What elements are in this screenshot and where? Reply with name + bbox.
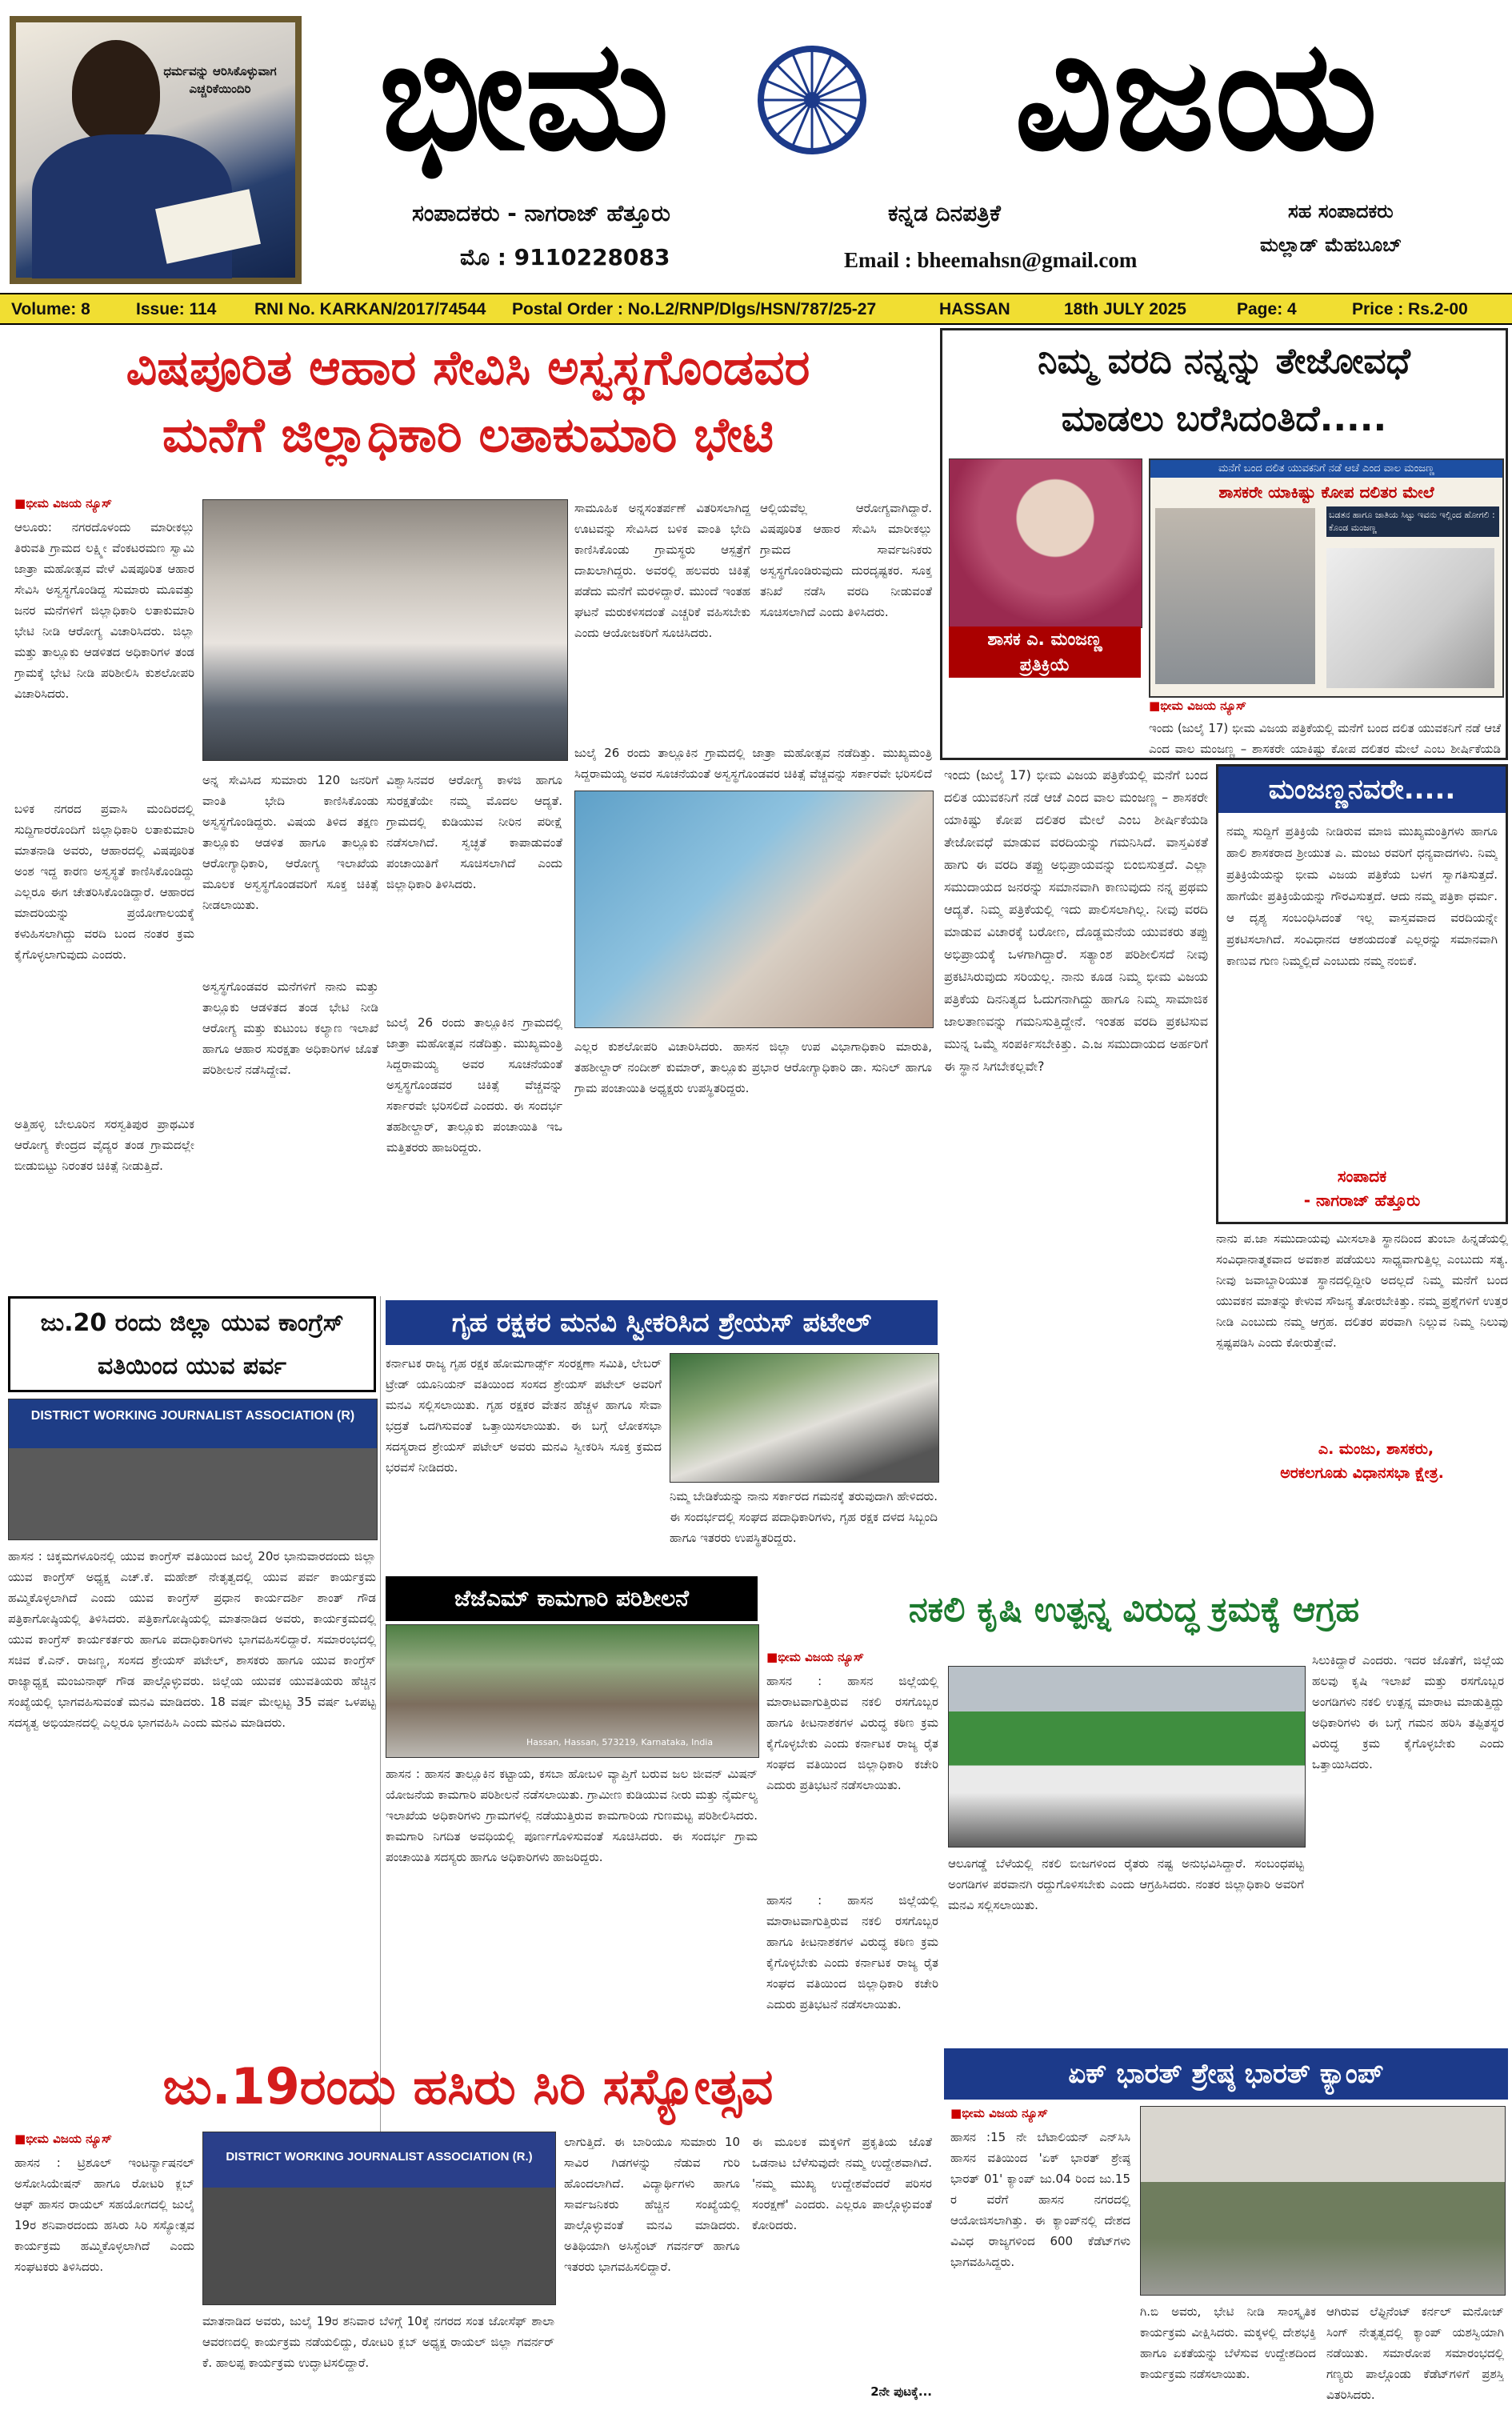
hasiru-col2: ಮಾತನಾಡಿದ ಅವರು, ಜುಲೈ 19ರ ಶನಿವಾರ ಬೆಳಿಗ್ಗೆ 10ಕ್ಕೆ ನಗರದ ಸಂತ ಜೋಸೆಫ್ ಶಾಲಾ ಆವರಣದಲ್ಲಿ ಕಾರ್ಯಕ್ರಮ ನಡೆಯಲಿದ್ದು, ರೋಟರಿ ಕ್ಲಬ್ ಅಧ್ಯಕ್ಷ ರಾಯಲ್ ಜಿಲ್ಲಾ ಗವರ್ನರ್ ಕೆ. ಹಾಲಪ್ಪ ಕಾರ್ಯಕ್ರಮ ಉದ್ಘಾಟಿಸಲಿದ್ದಾರೆ.: [202, 2314, 554, 2370]
hasiru-col3: ಲಾಗುತ್ತಿದೆ. ಈ ಬಾರಿಯೂ ಸುಮಾರು 10 ಸಾವಿರ ಗಿಡಗಳನ್ನು ನೆಡುವ ಗುರಿ ಹೊಂದಲಾಗಿದೆ. ವಿದ್ಯಾರ್ಥಿಗಳು ಹಾಗೂ ಸಾರ್ವಜನಿಕರು ಹೆಚ್ಚಿನ ಸಂಖ್ಯೆಯಲ್ಲಿ ಪಾಲ್ಗೊಳ್ಳುವಂತೆ ಮನವಿ ಮಾಡಿದರು. ಅತಿಥಿಯಾಗಿ ಅಸಿಸ್ಟೆಂಟ್ ಗವರ್ನರ್ ಹಾಗೂ ಇತರರು ಭಾಗವಹಿಸಲಿದ್ದಾರೆ.: [564, 2135, 740, 2274]
price: Price : Rs.2-00: [1352, 300, 1468, 318]
story1-col2: ಸಾಮೂಹಿಕ ಅನ್ನಸಂತರ್ಪಣೆ ವಿತರಿಸಲಾಗಿದ್ದ ಊಟವನ್ನು ಸೇವಿಸಿದ ಬಳಿಕ ವಾಂತಿ ಭೇದಿ ಕಾಣಿಸಿಕೊಂಡು ಗ್ರಾಮಸ್ಥರು ಆಸ್ಪತ್ರೆಗೆ ದಾಖಲಾಗಿದ್ದರು. ಅವರಲ್ಲಿ ಹಲವರು ಚಿಕಿತ್ಸೆ ಪಡೆದು ಮನೆಗೆ ಮರಳಿದ್ದಾರೆ. ಮುಂದೆ ಇಂತಹ ಘಟನೆ ಮರುಕಳಿಸದಂತೆ ಎಚ್ಚರಿಕೆ ವಹಿಸಬೇಕು ಎಂದು ಆಯೋಜಕರಿಗೆ ಸೂಚಿಸಿದರು.: [574, 501, 750, 640]
email: Email : bheemahsn@gmail.com: [844, 248, 1138, 272]
homeguard-headline: ಗೃಹ ರಕ್ಷಕರ ಮನವಿ ಸ್ವೀಕರಿಸಿದ ಶ್ರೇಯಸ್ ಪಟೇಲ್: [386, 1300, 938, 1345]
title-right: ವಿಜಯ: [1014, 7, 1378, 184]
ekbharat-col1: ಹಾಸನ :15 ನೇ ಬೆಟಾಲಿಯನ್ ಎನ್‌ಸಿಸಿ ಹಾಸನ ವತಿಯಿಂದ 'ಏಕ್ ಭಾರತ್ ಶ್ರೇಷ್ಠ ಭಾರತ್ 01' ಕ್ಯಾಂಪ್ ಜು.04 ರಿಂದ ಜು.15 ರ ವರೆಗೆ ಹಾಸನ ನಗರದಲ್ಲಿ ಆಯೋಜಿಸಲಾಗಿತ್ತು. ಈ ಕ್ಯಾಂಪ್‌ನಲ್ಲಿ ದೇಶದ ವಿವಿಧ ರಾಜ್ಯಗಳಿಂದ 600 ಕೆಡೆಟ್‌ಗಳು ಭಾಗವಹಿಸಿದ್ದರು.: [950, 2130, 1130, 2269]
story1-col3b: ಜುಲೈ 26 ರಂದು ತಾಲ್ಲೂಕಿನ ಗ್ರಾಮದಲ್ಲಿ ಜಾತ್ರಾ ಮಹೋತ್ಸವ ನಡೆದಿತ್ತು. ಮುಖ್ಯಮಂತ್ರಿ ಸಿದ್ದರಾಮಯ್ಯ ಅವರ ಸೂಚನೆಯಂತೆ ಅಸ್ವಸ್ಥಗೊಂಡವರ ಚಿಕಿತ್ಸೆ ವೆಚ್ಚವನ್ನು ಸರ್ಕಾರವೇ ಭರಿಸಲಿದೆ ಎಂದರು. ಈ ಸಂದರ್ಭ ತಹಶೀಲ್ದಾರ್, ತಾಲ್ಲೂಕು ಪಂಚಾಯಿತಿ ಇಒ ಮತ್ತಿತರರು ಹಾಜರಿದ್ದರು.: [386, 1015, 562, 1155]
portrait-head: [72, 40, 160, 144]
story1-col4b: ಎಲ್ಲರ ಕುಶಲೋಪರಿ ವಿಚಾರಿಸಿದರು. ಹಾಸನ ಜಿಲ್ಲಾ ಉಪ ವಿಭಾಗಾಧಿಕಾರಿ ಮಾರುತಿ, ತಹಶೀಲ್ದಾರ್ ನಂದೀಶ್ ಕುಮಾರ್, ತಾಲ್ಲೂಕು ಪ್ರಭಾರ ಆರೋಗ್ಯಾಧಿಕಾರಿ ಡಾ. ಸುನಿಲ್ ಹಾಗೂ ಗ್ರಾಮ ಪಂಚಾಯಿತಿ ಅಧ್ಯಕ್ಷರು ಉಪಸ್ಥಿತರಿದ್ದರು.: [574, 1039, 932, 1095]
story1-byline: ■ ಭೀಮ ವಿಜಯ ನ್ಯೂಸ್: [14, 496, 190, 510]
clipping-cartoon: [1326, 548, 1494, 688]
info-bar: [0, 293, 1512, 325]
hasiru-col4: ಈ ಮೂಲಕ ಮಕ್ಕಳಿಗೆ ಪ್ರಕೃತಿಯ ಜೊತೆ ಒಡನಾಟ ಬೆಳೆಸುವುದೇ ನಮ್ಮ ಉದ್ದೇಶವಾಗಿದೆ. 'ನಮ್ಮ ಮುಖ್ಯ ಉದ್ದೇಶವೆಂದರೆ ಪರಿಸರ ಸಂರಕ್ಷಣೆ' ಎಂದರು. ಎಲ್ಲರೂ ಪಾಲ್ಗೊಳ್ಳುವಂತೆ ಕೋರಿದರು.: [752, 2135, 932, 2232]
hasiru-continued: 2ನೇ ಪುಟಕ್ಕೆ...: [870, 2384, 932, 2399]
ncc-camp-photo: [1140, 2106, 1506, 2296]
reply-sign-label: ಸಂಪಾದಕ: [1337, 1167, 1387, 1186]
issue: Issue: 114: [136, 300, 217, 318]
fake-col2: ಆಲೂಗಡ್ಡೆ ಬೆಳೆಯಲ್ಲಿ ನಕಲಿ ಬೀಜಗಳಿಂದ ರೈತರು ನಷ್ಟ ಅನುಭವಿಸಿದ್ದಾರೆ. ಸಂಬಂಧಪಟ್ಟ ಅಂಗಡಿಗಳ ಪರವಾನಗಿ ರದ್ದುಗೊಳಿಸಬೇಕು ಎಂದು ಆಗ್ರಹಿಸಿದರು. ನಂತರ ಜಿಲ್ಲಾಧಿಕಾರಿ ಅವರಿಗೆ ಮನವಿ ಸಲ್ಲಿಸಲಾಯಿತು.: [948, 1856, 1304, 1912]
opinion-headline-2: ಮಾಡಲು ಬರೆಸಿದಂತಿದೆ.....: [1061, 398, 1387, 439]
clipping-title: ಮನೆಗೆ ಬಂದ ದಲಿತ ಯುವಕನಿಗೆ ನಡೆ ಆಚೆ ಎಂದ ವಾಲ ಮಂಜಣ್ಣ: [1150, 460, 1502, 478]
opinion-body: ಇಂದು (ಜುಲೈ 17) ಭೀಮ ವಿಜಯ ಪತ್ರಿಕೆಯಲ್ಲಿ ಮನೆಗೆ ಬಂದ ದಲಿತ ಯುವಕನಿಗೆ ನಡೆ ಆಚೆ ಎಂದ ವಾಲ ಮಂಜಣ್ಣ – ಶಾಸಕರೇ ಯಾಕಿಷ್ಟು ಕೋಪ ದಲಿತರ ಮೇಲೆ ಎಂಬ ಶೀರ್ಷಿಕೆಯಡಿ ತೇಜೋವಧೆ ಮಾಡುವ ವರದಿಯನ್ನು ಗಮನಿಸಿದೆ. ವಾಸ್ತವಿಕತೆ ಹಾಗು ಈ ವರದಿ ತಪ್ಪು ಅಭಿಪ್ರಾಯವನ್ನು ಬಿಂಬಿಸುತ್ತದೆ. ಎಲ್ಲಾ ಸಮುದಾಯದ ಜನರನ್ನು ಸಮಾನವಾಗಿ ಕಾಣುವುದು ನನ್ನ ಪ್ರಥಮ ಆದ್ಯತೆ. ನಿಮ್ಮ ಪತ್ರಿಕೆಯಲ್ಲಿ ಇದು ಪಾಲಿಸಲಾಗಿಲ್ಲ. ನೀವು ವರದಿ ಮಾಡುವ ವಿಚಾರಕ್ಕೆ ಬರೋಣ, ದೊಡ್ಡಮನೆಯ ಯುವಕರು ತಪ್ಪು ಅಭಿಪ್ರಾಯಕ್ಕೆ ಒಳಗಾಗಿದ್ದಾರೆ. ಸತ್ಯಾಂಶ ಪರಿಶೀಲಿಸದೆ ನೀವು ಪ್ರಕಟಿಸಿರುವುದು ಸರಿಯಲ್ಲ. ನಾನು ಕೂಡ ನಿಮ್ಮ ಭೀಮ ವಿಜಯ ಪತ್ರಿಕೆಯ ದಿನನಿತ್ಯದ ಓದುಗನಾಗಿದ್ದು ಹಾಗೂ ನಿಮ್ಮ ಸಾಮಾಜಿಕ ಜಾಲತಾಣವನ್ನು ಗಮನಿಸುತ್ತಿದ್ದೇನೆ. ಇಂತಹ ವರದಿ ಪ್ರಕಟಿಸುವ ಮುನ್ನ ಒಮ್ಮೆ ಸಂಪರ್ಕಿಸಬೇಕಿತ್ತು. ಎ.ಜ ಸಮುದಾಯದ ಅರ್ಹರಿಗೆ ಈ ಸ್ಥಾನ ಸಿಗಬೇಕಲ್ಲವೇ?: [944, 767, 1208, 1074]
paper-type: ಕನ್ನಡ ದಿನಪತ್ರಿಕೆ: [888, 200, 1001, 226]
story1-headline-2: ಮನೆಗೆ ಜಿಲ್ಲಾಧಿಕಾರಿ ಲತಾಕುಮಾರಿ ಭೇಟಿ: [162, 407, 774, 463]
ekbharat-headline: ಏಕ್ ಭಾರತ್ ಶ್ರೇಷ್ಠ ಭಾರತ್ ಕ್ಯಾಂಪ್: [944, 2048, 1508, 2100]
title-left: ಭೀಮ: [378, 7, 670, 184]
story-jjm: [386, 1576, 758, 2040]
story1-col1: ಆಲೂರು: ನಗರದೊಳಂದು ಮಾರೀಕಲ್ಲು ತಿರುವತಿ ಗ್ರಾಮದ ಲಕ್ಷ್ಮೀ ವೆಂಕಟರಮಣ ಸ್ವಾಮಿ ಜಾತ್ರಾ ಮಹೋತ್ಸವ ವೇಳೆ ವಿಷಪೂರಿತ ಆಹಾರ ಸೇವಿಸಿ ಅಸ್ವಸ್ಥಗೊಂಡಿದ್ದ ಸುಮಾರು ಮೂವತ್ತು ಜನರ ಮನೆಗಳಿಗೆ ಜಿಲ್ಲಾಧಿಕಾರಿ ಲತಾಕುಮಾರಿ ಭೇಟಿ ನೀಡಿ ಆರೋಗ್ಯ ವಿಚಾರಿಸಿದರು. ಜಿಲ್ಲಾ ಮತ್ತು ತಾಲ್ಲೂಕು ಆಡಳಿತದ ಅಧಿಕಾರಿಗಳ ತಂಡ ಗ್ರಾಮಕ್ಕೆ ಭೇಟಿ ನೀಡಿ ಪರಿಶೀಲಿಸಿ ಕುಶಲೋಪರಿ ವಿಚಾರಿಸಿದರು.: [14, 520, 194, 701]
opinion-box: [940, 328, 1508, 760]
story1-photo-home: [574, 791, 934, 1028]
clipping-box: ಬಡತನ ಹಾಗೂ ಜಾತಿಯ ಸಿಟ್ಟು ಇವನು ಇಲ್ಲಿಂದ ಹೋಗಲಿ : ಕೊಂಡ ಮಂಜಣ್ಣ: [1326, 506, 1499, 537]
reply-heading: ಮಂಜಣ್ಣನವರೇ.....: [1218, 767, 1506, 813]
ekbharat-col3: ಆಗಿರುವ ಲೆಫ್ಟಿನೆಂಟ್ ಕರ್ನಲ್ ಮನೋಜ್ ಸಿಂಗ್ ನೇತೃತ್ವದಲ್ಲಿ ಕ್ಯಾಂಪ್ ಯಶಸ್ವಿಯಾಗಿ ನಡೆಯಿತು. ಸಮಾರೋಪ ಸಮಾರಂಭದಲ್ಲಿ ಗಣ್ಯರು ಪಾಲ್ಗೊಂಡು ಕೆಡೆಟ್‌ಗಳಿಗೆ ಪ್ರಶಸ್ತಿ ವಿತರಿಸಿದರು.: [1326, 2304, 1504, 2402]
story1-col3-mid: ಜುಲೈ 26 ರಂದು ತಾಲ್ಲೂಕಿನ ಗ್ರಾಮದಲ್ಲಿ ಜಾತ್ರಾ ಮಹೋತ್ಸವ ನಡೆದಿತ್ತು. ಮುಖ್ಯಮಂತ್ರಿ ಸಿದ್ದರಾಮಯ್ಯ ಅವರ ಸೂಚನೆಯಂತೆ ಅಸ್ವಸ್ಥಗೊಂಡವರ ಚಿಕಿತ್ಸೆ ವೆಚ್ಚವನ್ನು ಸರ್ಕಾರವೇ ಭರಿಸಲಿದೆ: [574, 746, 932, 781]
story-youth-parva: [0, 1296, 381, 2176]
co-editor-name: ಮಲ್ಲಾಡ್ ಮೆಹಬೂಬ್: [1260, 234, 1402, 256]
hasiru-col1: ಹಾಸನ : ಟ್ರಿಶೂಲ್ ಇಂಟರ್ನ್ಯಾಷನಲ್ ಅಸೋಸಿಯೇಷನ್ ಹಾಗೂ ರೋಟರಿ ಕ್ಲಬ್ ಆಫ್ ಹಾಸನ ರಾಯಲ್ ಸಹಯೋಗದಲ್ಲಿ ಜುಲೈ 19ರ ಶನಿವಾರದಂದು ಹಸಿರು ಸಿರಿ ಸಸ್ಯೋತ್ಸವ ಕಾರ್ಯಕ್ರಮ ಹಮ್ಮಿಕೊಳ್ಳಲಾಗಿದೆ ಎಂದು ಸಂಘಟಕರು ತಿಳಿಸಿದರು.: [14, 2156, 194, 2274]
fake-col3: ಸಿಲುಕಿದ್ದಾರೆ ಎಂದರು. ಇದರ ಜೊತೆಗೆ, ಜಿಲ್ಲೆಯ ಹಲವು ಕೃಷಿ ಇಲಾಖೆ ಮತ್ತು ರಸಗೊಬ್ಬರ ಅಂಗಡಿಗಳು ನಕಲಿ ಉತ್ಪನ್ನ ಮಾರಾಟ ಮಾಡುತ್ತಿದ್ದು ಅಧಿಕಾರಿಗಳು ಈ ಬಗ್ಗೆ ಗಮನ ಹರಿಸಿ ತಪ್ಪಿತಸ್ಥರ ವಿರುದ್ಧ ಕ್ರಮ ಕೈಗೊಳ್ಳಬೇಕು ಎಂದು ಒತ್ತಾಯಿಸಿದರು.: [1312, 1653, 1504, 1771]
youth-headline-1: ಜು.20 ರಂದು ಜಿಲ್ಲಾ ಯುವ ಕಾಂಗ್ರೆಸ್: [40, 1309, 344, 1337]
opinion-body-top: ಇಂದು (ಜುಲೈ 17) ಭೀಮ ವಿಜಯ ಪತ್ರಿಕೆಯಲ್ಲಿ ಮನೆಗೆ ಬಂದ ದಲಿತ ಯುವಕನಿಗೆ ನಡೆ ಆಚೆ ಎಂದ ವಾಲ ಮಂಜಣ್ಣ – ಶಾಸಕರೇ ಯಾಕಿಷ್ಟು ಕೋಪ ದಲಿತರ ಮೇಲೆ ಎಂಬ ಶೀರ್ಷಿಕೆಯಡಿ: [1149, 721, 1501, 756]
story-ek-bharat: [944, 2048, 1508, 2410]
jjm-headline: ಜೆಜೆಎಮ್ ಕಾಮಗಾರಿ ಪರಿಶೀಲನೆ: [386, 1576, 758, 1621]
clipping-subtitle: ಶಾಸಕರೇ ಯಾಕಿಷ್ಟು ಕೋಪ ದಲಿತರ ಮೇಲೆ: [1218, 482, 1434, 502]
portrait-quote: ಧರ್ಮವನ್ನು ಆರಿಸಿಕೊಳ್ಳುವಾಗ ಎಚ್ಚರಿಕೆಯಿಂದಿರಿ: [163, 64, 277, 96]
homeguard-body-2: ನಿಮ್ಮ ಬೇಡಿಕೆಯನ್ನು ನಾನು ಸರ್ಕಾರದ ಗಮನಕ್ಕೆ ತರುವುದಾಗಿ ಹೇಳಿದರು. ಈ ಸಂದರ್ಭದಲ್ಲಿ ಸಂಘದ ಪದಾಧಿಕಾರಿಗಳು, ಗೃಹ ರಕ್ಷಕ ದಳದ ಸಿಬ್ಬಂದಿ ಹಾಗೂ ಇತರರು ಉಪಸ್ಥಿತರಿದ್ದರು.: [670, 1489, 938, 1545]
jjm-geostamp: Hassan, Hassan, 573219, Karnataka, India: [526, 1737, 714, 1747]
opinion-headline-1: ನಿಮ್ಮ ವರದಿ ನನ್ನನ್ನು ತೇಜೋವಧೆ: [1038, 341, 1410, 382]
date: 18th JULY 2025: [1064, 300, 1186, 318]
masthead: [0, 0, 1512, 293]
opinion-byline: ■ ಭೀಮ ವಿಜಯ ನ್ಯೂಸ್: [1149, 699, 1469, 713]
postal: Postal Order : No.L2/RNP/Dlgs/HSN/787/25-27: [512, 300, 877, 318]
city: HASSAN: [939, 300, 1010, 318]
ashoka-chakra-icon: [756, 44, 868, 156]
reply-sign-name: - ನಾಗರಾಜ್ ಹೆತ್ತೂರು: [1303, 1191, 1421, 1210]
reply-box: [1216, 764, 1508, 1224]
hasiru-banner: DISTRICT WORKING JOURNALIST ASSOCIATION (R.): [226, 2150, 533, 2164]
youth-body: ಹಾಸನ : ಚಿಕ್ಕಮಗಳೂರಿನಲ್ಲಿ ಯುವ ಕಾಂಗ್ರೆಸ್ ವತಿಯಿಂದ ಜುಲೈ 20ರ ಭಾನುವಾರದಂದು ಜಿಲ್ಲಾ ಯುವ ಕಾಂಗ್ರೆಸ್ ಅಧ್ಯಕ್ಷ ಎಚ್.ಕೆ. ಮಹೇಶ್ ನೇತೃತ್ವದಲ್ಲಿ ಯುವ ಪರ್ವ ಕಾರ್ಯಕ್ರಮ ಹಮ್ಮಿಕೊಳ್ಳಲಾಗಿದೆ ಎಂದು ಯುವ ಕಾಂಗ್ರೆಸ್ ಪ್ರಧಾನ ಕಾರ್ಯದರ್ಶಿ ಶಾಂತ್ ಗೌಡ ಪತ್ರಿಕಾಗೋಷ್ಠಿಯಲ್ಲಿ ತಿಳಿಸಿದರು. ಪತ್ರಿಕಾಗೋಷ್ಠಿಯಲ್ಲಿ ಮಾತನಾಡಿದ ಅವರು, ಕಾರ್ಯಕ್ರಮದಲ್ಲಿ ಯುವ ಕಾಂಗ್ರೆಸ್ ಕಾರ್ಯಕರ್ತರು ಹಾಗೂ ಪದಾಧಿಕಾರಿಗಳು ಭಾಗವಹಿಸಲಿದ್ದಾರೆ. ಸಮಾರಂಭದಲ್ಲಿ ಸಚಿವ ಕೆ.ಎನ್. ರಾಜಣ್ಣ, ಸಂಸದ ಶ್ರೇಯಸ್ ಪಟೇಲ್, ಶಾಸಕರು ಹಾಗೂ ಯುವ ಕಾಂಗ್ರೆಸ್ ರಾಜ್ಯಾಧ್ಯಕ್ಷ ಮಂಜುನಾಥ್ ಗೌಡ ಪಾಲ್ಗೊಳ್ಳುವರು. ಜಿಲ್ಲೆಯ ಯುವಕ ಯುವತಿಯರು ಹೆಚ್ಚಿನ ಸಂಖ್ಯೆಯಲ್ಲಿ ಭಾಗವಹಿಸುವಂತೆ ಮನವಿ ಮಾಡಿದರು. 18 ವರ್ಷ ಮೇಲ್ಪಟ್ಟ 35 ವರ್ಷ ಒಳಪಟ್ಟ ಸದಸ್ಯತ್ವ ಅಭಿಯಾನದಲ್ಲಿ ಎಲ್ಲರೂ ಭಾಗವಹಿಸಿ ಎಂದು ಮನವಿ ಮಾಡಿದರು.: [8, 1549, 376, 1730]
ekbharat-byline: ■ ಭೀಮ ವಿಜಯ ನ್ಯೂಸ್: [950, 2106, 1126, 2120]
reply2-sign-2: ಅರಕಲಗೂಡು ವಿಧಾನಸಭಾ ಕ್ಷೇತ್ರ.: [1280, 1464, 1444, 1482]
ekbharat-col2: ಗಿ.ಬಿ ಅವರು, ಭೇಟಿ ನೀಡಿ ಸಾಂಸ್ಕೃತಿಕ ಕಾರ್ಯಕ್ರಮ ವೀಕ್ಷಿಸಿದರು. ಮಕ್ಕಳಲ್ಲಿ ದೇಶಭಕ್ತಿ ಹಾಗೂ ಏಕತೆಯನ್ನು ಬೆಳೆಸುವ ಉದ್ದೇಶದಿಂದ ಕಾರ್ಯಕ್ರಮ ನಡೆಸಲಾಯಿತು.: [1140, 2304, 1316, 2381]
youth-headline-2: ವತಿಯಿಂದ ಯುವ ಪರ್ವ: [98, 1352, 286, 1380]
youth-banner: DISTRICT WORKING JOURNALIST ASSOCIATION (R): [30, 1409, 355, 1423]
jjm-photo: [386, 1624, 759, 1758]
reply-body: ನಮ್ಮ ಸುದ್ದಿಗೆ ಪ್ರತಿಕ್ರಿಯೆ ನೀಡಿರುವ ಮಾಜಿ ಮುಖ್ಯಮಂತ್ರಿಗಳು ಹಾಗೂ ಹಾಲಿ ಶಾಸಕರಾದ ಶ್ರೀಯುತ ಎ. ಮಂಜು ರವರಿಗೆ ಧನ್ಯವಾದಗಳು. ನಿಮ್ಮ ಪ್ರತಿಕ್ರಿಯೆಯನ್ನು ಭೀಮ ವಿಜಯ ಪತ್ರಿಕೆಯ ಬಳಗ ಸ್ವಾಗತಿಸುತ್ತದೆ. ಹಾಗೆಯೇ ಪ್ರತಿಕ್ರಿಯೆಯನ್ನು ಗೌರವಿಸುತ್ತದೆ. ಆದು ನಮ್ಮ ಪತ್ರಿಕಾ ಧರ್ಮ. ಆ ದೃಶ್ಯ ಸಂಬಂಧಿಸಿದಂತೆ ಇಲ್ಲ ವಾಸ್ತವವಾದ ವರದಿಯನ್ನೇ ಪ್ರಕಟಿಸಲಾಗಿದೆ. ಸಂವಿಧಾನದ ಆಶಯದಂತೆ ಎಲ್ಲರನ್ನು ಸಮಾನವಾಗಿ ಕಾಣುವ ಗುಣ ನಿಮ್ಮಲ್ಲಿದೆ ಎಂಬುದು ನಮ್ಮ ನಂಬಿಕೆ.: [1226, 824, 1498, 968]
homeguard-photo: [670, 1353, 939, 1483]
photo-caption-2: ಪ್ರತಿಕ್ರಿಯೆ: [949, 654, 1141, 678]
rni: RNI No. KARKAN/2017/74544: [254, 300, 486, 318]
editor-line: ಸಂಪಾದಕರು - ನಾಗರಾಜ್ ಹೆತ್ತೂರು: [412, 200, 670, 226]
story-poison-food: [0, 328, 936, 1292]
reply2-sign-1: ಎ. ಮಂಜು, ಶಾಸಕರು,: [1318, 1440, 1434, 1458]
photo-caption-1: ಶಾಸಕ ಎ. ಮಂಜಣ್ಣ: [949, 627, 1141, 654]
story1-headline-1: ವಿಷಪೂರಿತ ಆಹಾರ ಸೇವಿಸಿ ಅಸ್ವಸ್ಥಗೊಂಡವರ: [126, 340, 810, 396]
youth-photo: [8, 1399, 378, 1540]
farmers-protest-photo: [948, 1666, 1306, 1848]
clipping-image: [1149, 458, 1504, 698]
story1-col3: ವಿಶ್ವಾಸಿನವರ ಆರೋಗ್ಯ ಕಾಳಜಿ ಹಾಗೂ ಸುರಕ್ಷತೆಯೇ ನಮ್ಮ ಮೊದಲ ಆದ್ಯತೆ. ಗ್ರಾಮದಲ್ಲಿ ಕುಡಿಯುವ ನೀರಿನ ಪರೀಕ್ಷೆ ನಡೆಸಲಾಗಿದೆ. ಸ್ವಚ್ಛತೆ ಕಾಪಾಡುವಂತೆ ಪಂಚಾಯಿತಿಗೆ ಸೂಚಿಸಲಾಗಿದೆ ಎಂದು ಜಿಲ್ಲಾಧಿಕಾರಿ ತಿಳಿಸಿದರು.: [386, 773, 562, 891]
story-hasiru-siri: [0, 2048, 936, 2410]
homeguard-body: ಕರ್ನಾಟಕ ರಾಜ್ಯ ಗೃಹ ರಕ್ಷಕ ಹೋಮಗಾರ್ಡ್ಸ್ ಸಂರಕ್ಷಣಾ ಸಮಿತಿ, ಲೇಬರ್ ಟ್ರೇಡ್ ಯೂನಿಯನ್ ವತಿಯಿಂದ ಸಂಸದ ಶ್ರೇಯಸ್ ಪಟೇಲ್ ಅವರಿಗೆ ಮನವಿ ಸಲ್ಲಿಸಲಾಯಿತು. ಗೃಹ ರಕ್ಷಕರ ವೇತನ ಹೆಚ್ಚಳ ಹಾಗೂ ಸೇವಾ ಭದ್ರತೆ ಒದಗಿಸುವಂತೆ ಒತ್ತಾಯಿಸಲಾಯಿತು. ಈ ಬಗ್ಗೆ ಲೋಕಸಭಾ ಸದಸ್ಯರಾದ ಶ್ರೇಯಸ್ ಪಟೇಲ್ ಅವರು ಮನವಿ ಸ್ವೀಕರಿಸಿ ಸೂಕ್ತ ಕ್ರಮದ ಭರವಸೆ ನೀಡಿದರು.: [386, 1356, 662, 1475]
clipping-photo: [1155, 508, 1315, 684]
fake-byline: ■ ಭೀಮ ವಿಜಯ ನ್ಯೂಸ್: [766, 1650, 942, 1664]
story-home-guards: [386, 1300, 938, 1576]
fake-col1b: ಹಾಸನ : ಹಾಸನ ಜಿಲ್ಲೆಯಲ್ಲಿ ಮಾರಾಟವಾಗುತ್ತಿರುವ ನಕಲಿ ರಸಗೊಬ್ಬರ ಹಾಗೂ ಕೀಟನಾಶಕಗಳ ವಿರುದ್ಧ ಕಠಿಣ ಕ್ರಮ ಕೈಗೊಳ್ಳಬೇಕು ಎಂದು ಕರ್ನಾಟಕ ರಾಜ್ಯ ರೈತ ಸಂಘದ ವತಿಯಿಂದ ಜಿಲ್ಲಾಧಿಕಾರಿ ಕಚೇರಿ ಎದುರು ಪ್ರತಿಭಟನೆ ನಡೆಸಲಾಯಿತು.: [766, 1893, 938, 2012]
co-editor-label: ಸಹ ಸಂಪಾದಕರು: [1288, 200, 1394, 222]
youth-headline-box: [8, 1296, 376, 1392]
ambedkar-portrait: [10, 16, 302, 284]
story1-col2b: ಅನ್ನ ಸೇವಿಸಿದ ಸುಮಾರು 120 ಜನರಿಗೆ ವಾಂತಿ ಭೇದಿ ಕಾಣಿಸಿಕೊಂಡು ಅಸ್ವಸ್ಥಗೊಂಡಿದ್ದರು. ವಿಷಯ ತಿಳಿದ ತಕ್ಷಣ ತಾಲ್ಲೂಕು ಆಡಳಿತ ಹಾಗೂ ತಾಲ್ಲೂಕು ಆರೋಗ್ಯಾಧಿಕಾರಿ, ಆರೋಗ್ಯ ಇಲಾಖೆಯ ಮೂಲಕ ಅಸ್ವಸ್ಥಗೊಂಡವರಿಗೆ ಸೂಕ್ತ ಚಿಕಿತ್ಸೆ ನೀಡಲಾಯಿತು.: [202, 773, 378, 912]
story1-col3-top: ಆಲ್ಲಿಯವೆಲ್ಲ ಆರೋಗ್ಯವಾಗಿದ್ದಾರೆ. ವಿಷಪೂರಿತ ಆಹಾರ ಸೇವಿಸಿ ಮಾರೀಕಲ್ಲು ಗ್ರಾಮದ ಸಾರ್ವಜನಿಕರು ಅಸ್ವಸ್ಥಗೊಂಡಿರುವುದು ದುರದೃಷ್ಟಕರ. ಸೂಕ್ತ ತನಿಖೆ ನಡೆಸಿ ವರದಿ ನೀಡುವಂತೆ ಸೂಚಿಸಲಾಗಿದೆ ಎಂದು ತಿಳಿಸಿದರು.: [760, 501, 932, 619]
reply2-body: ನಾನು ಪ.ಜಾ ಸಮುದಾಯವು ಮೀಸಲಾತಿ ಸ್ಥಾನದಿಂದ ತುಂಬಾ ಹಿನ್ನಡೆಯಲ್ಲಿ ಸಂವಿಧಾನಾತ್ಮಕವಾದ ಅವಕಾಶ ಪಡೆಯಲು ಸಾಧ್ಯವಾಗುತ್ತಿಲ್ಲ ಎಂಬುದು ಸತ್ಯ. ನೀವು ಜವಾಬ್ದಾರಿಯುತ ಸ್ಥಾನದಲ್ಲಿದ್ದೀರಿ ಅದಲ್ಲದೆ ನಿಮ್ಮ ಮನೆಗೆ ಬಂದ ಯುವಕನ ಮಾತನ್ನು ಕೇಳುವ ಸೌಜನ್ಯ ತೋರಬೇಕಿತ್ತು. ನಮ್ಮ ಪ್ರಶ್ನೆಗಳಿಗೆ ಉತ್ತರ ನೀಡಿ ಎಂಬುದು ನಮ್ಮ ಆಗ್ರಹ. ದಲಿತರ ಪರವಾಗಿ ನಿಲ್ಲುವ ನಿಮ್ಮ ನಿಲುವು ಸ್ಪಷ್ಟಪಡಿಸಿ ಎಂದು ಕೋರುತ್ತೇವೆ.: [1216, 1231, 1508, 1350]
mla-manjanna-photo: [949, 458, 1142, 628]
phone: ಮೊ : 9110228083: [460, 244, 670, 270]
story-fake-agri: [760, 1576, 1508, 2044]
hasiru-photo: [202, 2132, 556, 2305]
volume: Volume: 8: [11, 300, 90, 318]
jjm-body: ಹಾಸನ : ಹಾಸನ ತಾಲ್ಲೂಕಿನ ಕಟ್ಟಾಯ, ಕಸಬಾ ಹೋಬಳಿ ವ್ಯಾಪ್ತಿಗೆ ಬರುವ ಜಲ ಜೀವನ್ ಮಿಷನ್ ಯೋಜನೆಯ ಕಾಮಗಾರಿ ಪರಿಶೀಲನೆ ನಡೆಸಲಾಯಿತು. ಗ್ರಾಮೀಣ ಕುಡಿಯುವ ನೀರು ಮತ್ತು ನೈರ್ಮಲ್ಯ ಇಲಾಖೆಯ ಅಧಿಕಾರಿಗಳು ಗ್ರಾಮಗಳಲ್ಲಿ ನಡೆಯುತ್ತಿರುವ ಕಾಮಗಾರಿಯ ಗುಣಮಟ್ಟ ಪರಿಶೀಲಿಸಿದರು. ಕಾಮಗಾರಿ ನಿಗದಿತ ಅವಧಿಯಲ್ಲಿ ಪೂರ್ಣಗೊಳಿಸುವಂತೆ ಸೂಚಿಸಿದರು. ಈ ಸಂದರ್ಭ ಗ್ರಾಮ ಪಂಚಾಯಿತಿ ಸದಸ್ಯರು ಹಾಗೂ ಅಧಿಕಾರಿಗಳು ಹಾಜರಿದ್ದರು.: [386, 1767, 758, 1864]
story1-col1c: ಅತ್ತಿಹಳ್ಳಿ ಬೇಲೂರಿನ ಸರಸ್ವತಿಪುರ ಪ್ರಾಥಮಿಕ ಆರೋಗ್ಯ ಕೇಂದ್ರದ ವೈದ್ಯರ ತಂಡ ಗ್ರಾಮದಲ್ಲೇ ಬೀಡುಬಿಟ್ಟು ನಿರಂತರ ಚಿಕಿತ್ಸೆ ನೀಡುತ್ತಿದೆ.: [14, 1117, 194, 1173]
story1-col1b: ಬಳಿಕ ನಗರದ ಪ್ರವಾಸಿ ಮಂದಿರದಲ್ಲಿ ಸುದ್ದಿಗಾರರೊಂದಿಗೆ ಜಿಲ್ಲಾಧಿಕಾರಿ ಲತಾಕುಮಾರಿ ಮಾತನಾಡಿ ಅವರು, ಆಹಾರದಲ್ಲಿ ವಿಷಪೂರಿತ ಅಂಶ ಇದ್ದ ಕಾರಣ ಅಸ್ವಸ್ಥತೆ ಕಾಣಿಸಿಕೊಂಡಿದ್ದು ಎಲ್ಲರೂ ಈಗ ಚೇತರಿಸಿಕೊಂಡಿದ್ದಾರೆ. ಆಹಾರದ ಮಾದರಿಯನ್ನು ಪ್ರಯೋಗಾಲಯಕ್ಕೆ ಕಳುಹಿಸಲಾಗಿದ್ದು ವರದಿ ಬಂದ ನಂತರ ಕ್ರಮ ಕೈಗೊಳ್ಳಲಾಗುವುದು ಎಂದರು.: [14, 802, 194, 962]
fake-col1: ಹಾಸನ : ಹಾಸನ ಜಿಲ್ಲೆಯಲ್ಲಿ ಮಾರಾಟವಾಗುತ್ತಿರುವ ನಕಲಿ ರಸಗೊಬ್ಬರ ಹಾಗೂ ಕೀಟನಾಶಕಗಳ ವಿರುದ್ಧ ಕಠಿಣ ಕ್ರಮ ಕೈಗೊಳ್ಳಬೇಕು ಎಂದು ಕರ್ನಾಟಕ ರಾಜ್ಯ ರೈತ ಸಂಘದ ವತಿಯಿಂದ ಜಿಲ್ಲಾಧಿಕಾರಿ ಕಚೇರಿ ಎದುರು ಪ್ರತಿಭಟನೆ ನಡೆಸಲಾಯಿತು.: [766, 1674, 938, 1792]
fake-headline: ನಕಲಿ ಕೃಷಿ ಉತ್ಪನ್ನ ವಿರುದ್ಧ ಕ್ರಮಕ್ಕೆ ಆಗ್ರಹ: [908, 1590, 1360, 1630]
page-number: Page: 4: [1237, 300, 1297, 318]
story1-photo-visit: [202, 499, 568, 761]
story1-col2c: ಅಸ್ವಸ್ಥಗೊಂಡವರ ಮನೆಗಳಿಗೆ ನಾನು ಮತ್ತು ತಾಲ್ಲೂಕು ಆಡಳಿತದ ತಂಡ ಭೇಟಿ ನೀಡಿ ಆರೋಗ್ಯ ಮತ್ತು ಕುಟುಂಬ ಕಲ್ಯಾಣ ಇಲಾಖೆ ಹಾಗೂ ಆಹಾರ ಸುರಕ್ಷತಾ ಅಧಿಕಾರಿಗಳ ಜೊತೆ ಪರಿಶೀಲನೆ ನಡೆಸಿದ್ದೇವೆ.: [202, 979, 378, 1077]
hasiru-byline: ■ ಭೀಮ ವಿಜಯ ನ್ಯೂಸ್: [14, 2132, 190, 2146]
hasiru-headline: ಜು.19ರಂದು ಹಸಿರು ಸಿರಿ ಸಸ್ಯೋತ್ಸವ: [162, 2057, 774, 2116]
